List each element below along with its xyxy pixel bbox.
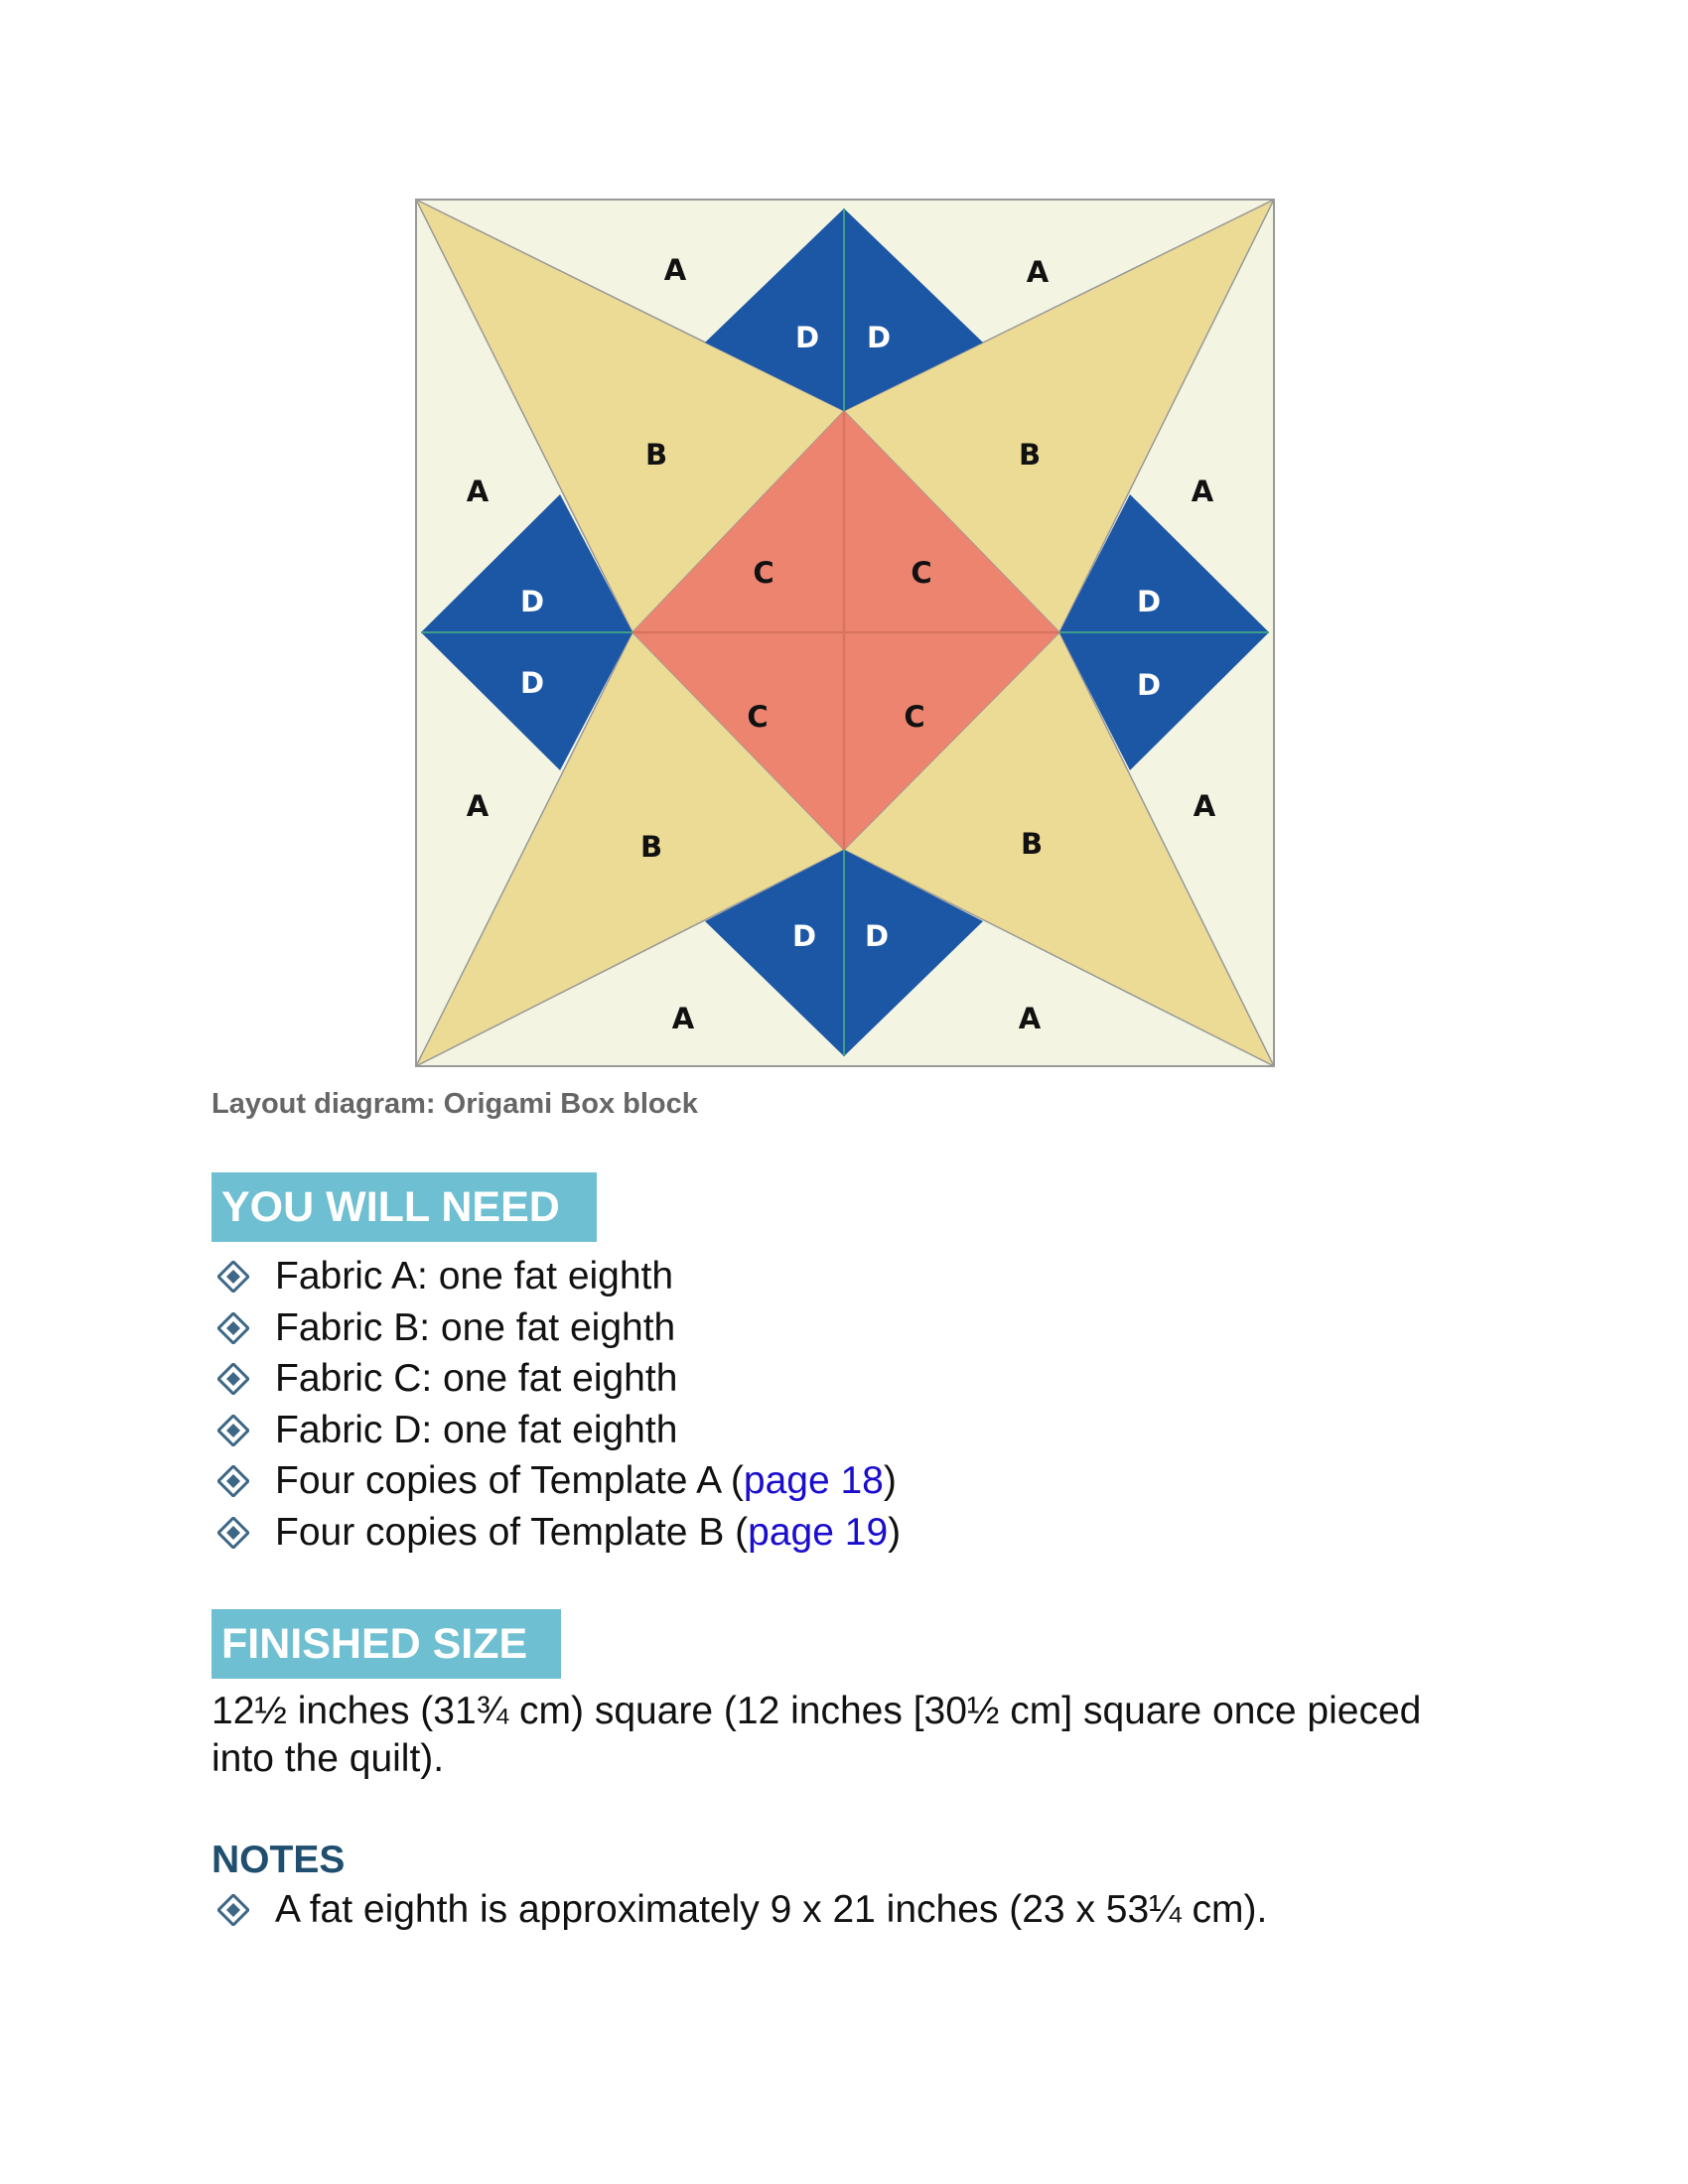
label-a: A — [663, 253, 687, 287]
page-18-link[interactable]: page 18 — [743, 1459, 884, 1502]
diamond-bullet-icon — [217, 1312, 249, 1344]
finished-size-header: FINISHED SIZE — [211, 1609, 561, 1679]
list-item-text: Four copies of Template A ( — [275, 1459, 744, 1502]
label-c: C — [911, 556, 932, 590]
label-b: B — [644, 438, 668, 472]
origami-box-diagram — [415, 199, 1275, 1067]
label-d: D — [1136, 585, 1162, 618]
list-item — [211, 1353, 901, 1405]
label-a: A — [1191, 475, 1214, 508]
diamond-bullet-icon — [217, 1465, 249, 1497]
list-item — [211, 1405, 901, 1456]
label-d: D — [864, 919, 890, 953]
label-d: D — [1136, 668, 1162, 702]
finished-size-text: 12½ inches (31¾ cm) square (12 inches [30½ cm] square once pieced into the quilt). — [211, 1690, 1422, 1780]
diamond-bullet-icon — [217, 1894, 249, 1926]
diamond-bullet-icon — [217, 1415, 249, 1446]
label-c: C — [904, 700, 925, 734]
list-item-text: Fabric A: one fat eighth — [275, 1255, 674, 1297]
label-a: A — [671, 1002, 695, 1035]
list-item — [211, 1884, 1267, 1936]
label-b: B — [1018, 438, 1042, 472]
label-d: D — [791, 919, 817, 953]
list-item — [211, 1302, 901, 1354]
list-item — [211, 1507, 901, 1559]
label-c: C — [753, 556, 774, 590]
label-a: A — [1193, 789, 1216, 823]
label-a: A — [466, 475, 490, 508]
notes-list — [211, 1884, 1267, 1936]
notes-title: NOTES — [211, 1839, 346, 1881]
diagram-caption: Layout diagram: Origami Box block — [211, 1088, 698, 1120]
you-will-need-list — [211, 1251, 901, 1558]
list-item — [211, 1455, 901, 1507]
list-item-text: Fabric D: one fat eighth — [275, 1408, 678, 1451]
label-a: A — [1018, 1002, 1042, 1035]
label-d: D — [519, 585, 545, 618]
list-item-text: Four copies of Template B ( — [275, 1510, 749, 1554]
list-item — [211, 1251, 901, 1302]
label-d: D — [794, 321, 820, 354]
list-item-text: Fabric C: one fat eighth — [275, 1357, 678, 1400]
you-will-need-header: YOU WILL NEED — [211, 1172, 597, 1242]
label-d: D — [519, 666, 545, 700]
list-item-text: A fat eighth is approximately 9 x 21 inches (23 x 53¼ cm). — [275, 1888, 1268, 1931]
list-item-text: ) — [883, 1459, 897, 1502]
diamond-bullet-icon — [217, 1261, 249, 1293]
label-a: A — [466, 789, 490, 823]
diamond-bullet-icon — [217, 1517, 249, 1549]
label-d: D — [866, 321, 892, 354]
label-b: B — [1020, 827, 1044, 861]
page-19-link[interactable]: page 19 — [748, 1510, 889, 1554]
block-layout-svg — [415, 199, 1275, 1067]
diamond-bullet-icon — [217, 1363, 249, 1395]
label-b: B — [639, 830, 663, 864]
list-item-text: Fabric B: one fat eighth — [275, 1305, 676, 1349]
label-a: A — [1026, 255, 1050, 289]
list-item-text: ) — [888, 1510, 902, 1554]
label-c: C — [747, 700, 769, 734]
